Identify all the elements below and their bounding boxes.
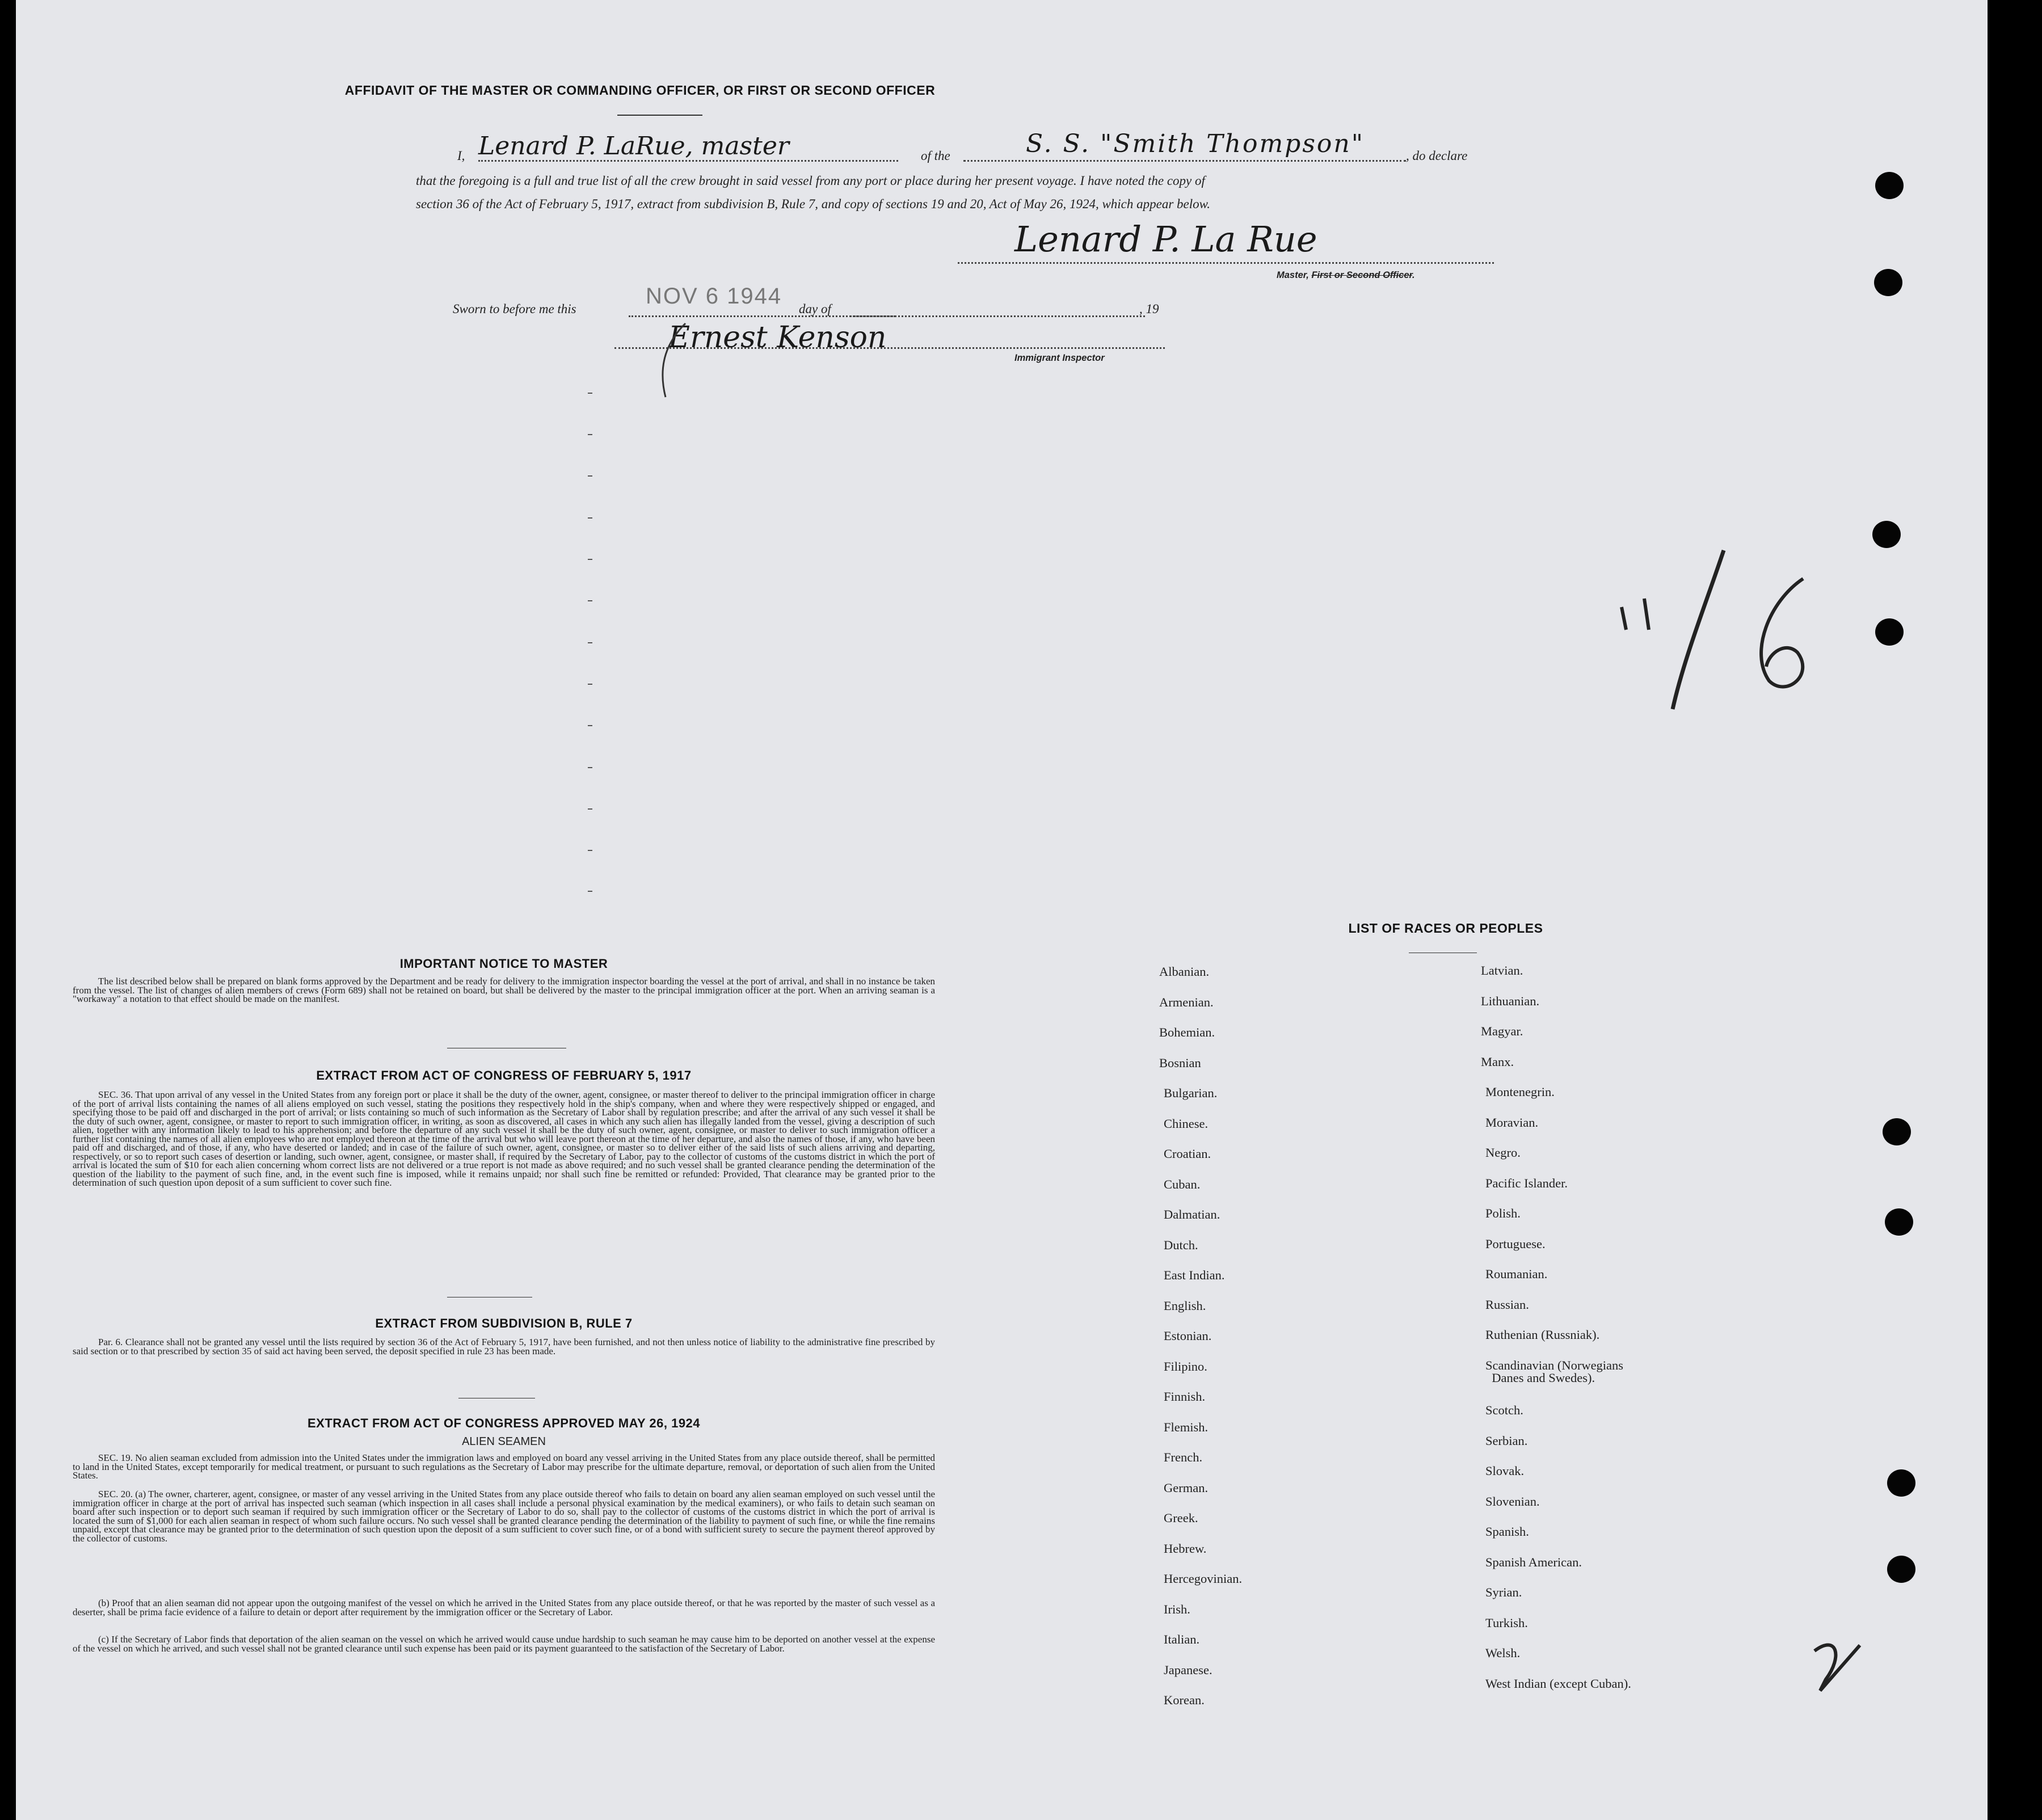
race-item-right: Polish. [1485, 1206, 1521, 1220]
signature-flourish [651, 318, 697, 403]
affidavit-line1-of-the: of the [921, 149, 950, 163]
race-item-right: Syrian. [1485, 1585, 1522, 1599]
title-divider [617, 115, 702, 116]
extract-1924-title: EXTRACT FROM ACT OF CONGRESS APPROVED MAY 26, 1924 [307, 1416, 701, 1430]
race-item-left: Dutch. [1164, 1237, 1198, 1252]
sworn-prefix: Sworn to before me this [453, 302, 576, 316]
margin-tick [588, 891, 592, 892]
race-item-left: East Indian. [1164, 1268, 1225, 1282]
binder-hole [1875, 618, 1904, 646]
race-item-left: Greek. [1164, 1511, 1198, 1525]
extract-1924-sec20a: SEC. 20. (a) The owner, charterer, agent, consignee, or master of any vessel arriving in the United States from any place outside thereof who fails to detain on board any alien seaman employed on such vessel until the immigration officer in charge at the port of arrival has inspected such seaman (which inspection in all cases shall include a personal physical examination by the medical examiners), or who fails to detain such seaman on board after such inspection or to deport such seaman if required by such immigration officer or the Secretary of Labor to do so, shall pay to the collector of customs of the customs district in which the port of arrival is located the sum of $1,000 for each alien seaman in respect of whom such failure occurs. No such vessel shall be granted clearance pending the determination of the liability to payment of such fine, or while the fine remains unpaid, except that clearance may be granted prior to the determination of such question upon the deposit of a sum sufficient to cover such fine, or of a bond with sufficient surety to secure the payment thereof approved by the collector of customs. [73, 1489, 935, 1544]
affidavit-line1-suffix: , do declare [1406, 149, 1468, 163]
binder-hole [1887, 1469, 1915, 1497]
margin-tick [588, 434, 592, 435]
race-item-right: West Indian (except Cuban). [1485, 1676, 1631, 1691]
race-item-left: Japanese. [1164, 1662, 1212, 1677]
binder-hole [1875, 172, 1904, 199]
race-item-right: Scandinavian (Norwegians Danes and Swedes). [1485, 1358, 1624, 1385]
race-item-right: Lithuanian. [1481, 993, 1540, 1008]
document-sheet [16, 0, 1988, 1820]
caption-master: Master, [1277, 270, 1309, 280]
race-item-right: Slovenian. [1485, 1494, 1540, 1509]
race-item-right: Magyar. [1481, 1024, 1523, 1038]
handwritten-number [1599, 545, 1837, 732]
extract-1924-sec20b: (b) Proof that an alien seaman did not appear upon the outgoing manifest of the vessel on which he arrived in the United States from any place outside thereof, or that he was reported by the master of such vessel as a deserter, shall be prima facie evidence of a failure to detain or deport after requirement by the immigration officer or the Secretary of Labor. [73, 1598, 935, 1617]
race-item-right: Manx. [1481, 1054, 1514, 1069]
margin-tick [588, 808, 592, 810]
race-item-right: Negro. [1485, 1145, 1521, 1160]
signature-line [958, 262, 1494, 264]
race-item-right: Russian. [1485, 1297, 1529, 1312]
race-item-left: Estonian. [1164, 1329, 1212, 1343]
race-item-left: Filipino. [1164, 1359, 1207, 1374]
race-item-left: Finnish. [1164, 1389, 1206, 1404]
race-item-left: Hebrew. [1164, 1541, 1207, 1556]
affidavit-line3: section 36 of the Act of February 5, 1917, extract from subdivision B, Rule 7, and copy of sections 19 and 20, Act of May 26, 1924, which appear below. [416, 197, 1211, 211]
race-item-right: Spanish. [1485, 1524, 1529, 1539]
notice-title: IMPORTANT NOTICE TO MASTER [399, 957, 608, 971]
notice-text: The list described below shall be prepared on blank forms approved by the Department and be ready for delivery to the immigration inspector boarding the vessel at the port of arrival, and shall in no instance be taken from the vessel. The list of changes of alien members of crews (Form 689) shall not be retained on board, but shall be delivered by the master to the principal immigration officer at the port. When an arriving seaman is a "workaway" a notation to that effect should be made on the manifest. [73, 976, 935, 1004]
race-item-right: Spanish American. [1485, 1554, 1582, 1569]
margin-tick [588, 600, 592, 601]
race-item-right: Scotch. [1485, 1403, 1523, 1417]
races-title: LIST OF RACES OR PEOPLES [1348, 921, 1543, 936]
binder-hole [1885, 1208, 1913, 1236]
race-item-left: Flemish. [1164, 1419, 1209, 1434]
race-item-left: French. [1164, 1450, 1203, 1464]
vessel-name-handwritten: S. S. "Smith Thompson" [1026, 129, 1365, 158]
race-item-left: Albanian. [1159, 964, 1210, 979]
race-item-left: German. [1164, 1480, 1209, 1495]
race-item-left: Korean. [1164, 1693, 1205, 1707]
race-item-left: English. [1164, 1298, 1206, 1313]
master-signature-handwritten: Lenard P. La Rue [1014, 218, 1317, 260]
affidavit-line2: that the foregoing is a full and true list of all the crew brought in said vessel from any port or place during her present voyage. I have noted the copy of [416, 174, 1205, 188]
extract-1924-sec19: SEC. 19. No alien seaman excluded from admission into the United States under the immigration laws and employed on board any vessel arriving in the United States from any place outside thereof, shall be permitted to land in the United States, except temporarily for medical treatment, or pursuant to such regulations as the Secretary of Labor may prescribe for the ultimate departure, removal, or deportation of such alien from the United States. [73, 1452, 935, 1481]
extract-1924-sec20c: (c) If the Secretary of Labor finds that deportation of the alien seaman on the vessel on which he arrived would cause undue hardship to such seaman he may cause him to be deported on another vessel at the expense of the vessel on which he arrived, and such vessel shall not be granted clearance until such expense has been paid or its payment guaranteed to the satisfaction of the Secretary of Labor. [73, 1634, 935, 1654]
race-item-right: Portuguese. [1485, 1236, 1546, 1251]
sworn-year: , 19 [1139, 302, 1159, 316]
race-item-right: Latvian. [1481, 963, 1523, 978]
margin-tick [588, 725, 592, 726]
race-item-right: Slovak. [1485, 1464, 1525, 1478]
race-item-left: Chinese. [1164, 1116, 1209, 1131]
inspector-caption: Immigrant Inspector [1014, 353, 1105, 363]
vessel-name-line [963, 160, 1406, 162]
race-item-right: Welsh. [1485, 1646, 1521, 1660]
affidavit-title: AFFIDAVIT OF THE MASTER OR COMMANDING OFFICER, OR FIRST OR SECOND OFFICER [344, 83, 936, 98]
race-item-right: Moravian. [1485, 1115, 1539, 1130]
margin-tick [588, 517, 592, 519]
signature-caption [1277, 270, 1415, 281]
race-item-right: Serbian. [1485, 1433, 1528, 1448]
margin-tick [588, 559, 592, 560]
race-item-right: Montenegrin. [1485, 1085, 1555, 1099]
race-item-left: Hercegovinian. [1164, 1572, 1243, 1586]
sworn-month-line [850, 315, 1145, 317]
race-item-left: Irish. [1164, 1602, 1190, 1616]
race-item-left: Croatian. [1164, 1147, 1211, 1161]
extract-rule7-title: EXTRACT FROM SUBDIVISION B, RULE 7 [375, 1316, 633, 1330]
race-item-left: Bohemian. [1159, 1025, 1215, 1039]
extract-1917-text: SEC. 36. That upon arrival of any vessel in the United States from any foreign port or place it shall be the duty of the owner, agent, consignee, or master thereof to deliver to the principal immigration officer in charge of the port of arrival lists containing the names of all aliens employed on such vessel, stating the positions they respectively hold in the ship's company, when and where they were respectively shipped or engaged, and specifying those to be paid off and discharged in the port of arrival; or lists containing so much of such information as the Secretary of Labor shall by regulation prescribe; and after the arrival of any such vessel it shall be the duty of such owner, agent, consignee, or master to report to such immigration officer, in writing, as soon as discovered, all cases in which any such alien has illegally landed from the vessel, giving a description of such alien, together with any information likely to lead to his apprehension; and before the departure of any such vessel it shall be the duty of such owner, agent, consignee, or master to deliver to such immigration officer a further list containing the names of all alien employees who are not employed thereon at the time of the arrival but who will leave port thereon at the time of her departure, and also the names of those, if any, who have been paid off and discharged, and of those, if any, who have deserted or landed; and in case of the failure of such owner, agent, consignee, or master so to deliver either of the said lists of such aliens arriving and departing, respectively, or so to report such cases of desertion or landing, such owner, agent, consignee, or master shall, if required by the Secretary of Labor, pay to the collector of customs of the customs district in which the port of arrival is located the sum of $10 for each alien concerning whom correct lists are not delivered or a true report is not made as above required; and no such vessel shall be granted clearance pending the determination of the question of the liability to the payment of such fine, and, in the event such fine is imposed, while it remains unpaid; nor shall such fine be remitted or refunded: Provided, That clearance may be granted prior to the determination of such question upon deposit of a sum sufficient to cover such fine. [73, 1089, 935, 1188]
race-item-right: Roumanian. [1485, 1267, 1548, 1281]
caption-period: . [1412, 270, 1415, 280]
margin-tick [588, 475, 592, 477]
extract-rule7-text: Par. 6. Clearance shall not be granted any vessel until the lists required by section 36 of the Act of February 5, 1917, have been furnished, and not then unless notice of liability to the administrative fine prescribed by said section or to that prescribed by section 35 of said act having been served, the deposit specified in rule 23 has been made. [73, 1337, 935, 1356]
extract-1924-subtitle: ALIEN SEAMEN [462, 1435, 546, 1448]
affidavit-line1-prefix: I, [457, 149, 465, 163]
race-item-left: Armenian. [1159, 995, 1214, 1009]
margin-tick [588, 850, 592, 851]
margin-tick [588, 684, 592, 685]
extract-1917-title: EXTRACT FROM ACT OF CONGRESS OF FEBRUARY 5, 1917 [316, 1068, 692, 1082]
race-item-left: Cuban. [1164, 1177, 1201, 1191]
race-item-right: Ruthenian (Russniak). [1485, 1328, 1600, 1342]
race-item-right: Pacific Islander. [1485, 1176, 1568, 1190]
inspector-signature-handwritten: Ernest Kenson [668, 321, 887, 355]
caption-struck-officer: First or Second Officer [1311, 270, 1413, 280]
binder-hole [1887, 1556, 1915, 1583]
binder-hole [1872, 521, 1901, 548]
handwritten-corner-mark [1803, 1634, 1894, 1708]
sworn-day-of: day of [799, 302, 831, 316]
date-stamp: NOV 6 1944 [646, 284, 782, 309]
binder-hole [1874, 269, 1902, 296]
margin-tick [588, 767, 592, 768]
margin-tick [588, 393, 592, 394]
master-name-handwritten: Lenard P. LaRue, master [478, 132, 789, 161]
race-item-left: Dalmatian. [1164, 1207, 1220, 1221]
margin-tick [588, 642, 592, 643]
race-item-left: Bulgarian. [1164, 1086, 1218, 1100]
binder-hole [1883, 1118, 1911, 1145]
race-item-right: Turkish. [1485, 1615, 1528, 1630]
race-item-left: Bosnian [1159, 1055, 1201, 1070]
race-item-left: Italian. [1164, 1632, 1200, 1646]
